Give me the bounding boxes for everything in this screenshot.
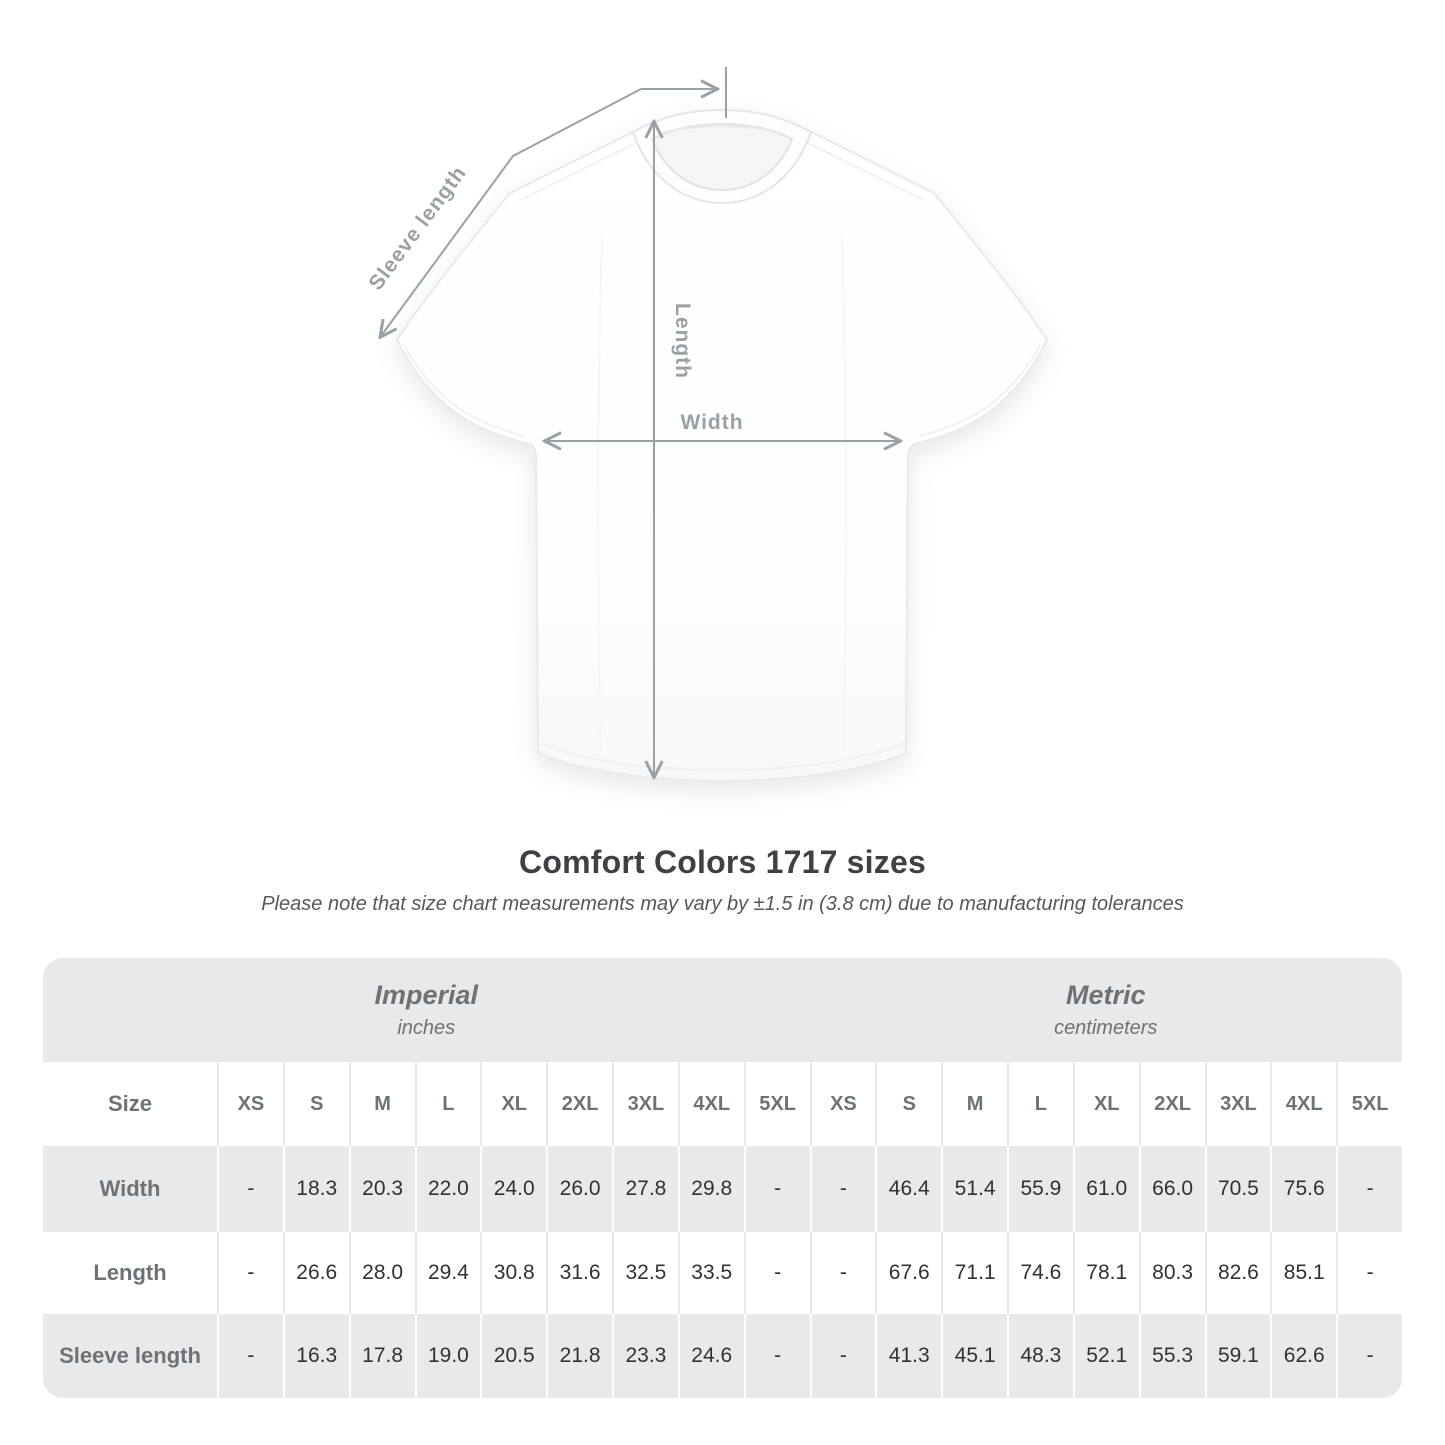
unit-group-imperial bbox=[43, 958, 810, 1062]
width-value-cell: - bbox=[217, 1146, 283, 1232]
unit-metric-sublabel: centimeters bbox=[1054, 1017, 1158, 1039]
size-chart-subtitle: Please note that size chart measurements may vary by ±1.5 in (3.8 cm) due to manufacturing tolerances bbox=[261, 893, 1184, 915]
sleeve-length-label: Sleeve length bbox=[364, 161, 472, 295]
size-table bbox=[43, 958, 1402, 1398]
size-column-cell: L bbox=[1007, 1062, 1073, 1146]
size-column-cell: S bbox=[875, 1062, 941, 1146]
size-column-cell: 5XL bbox=[1336, 1062, 1402, 1146]
width-value-cell: 66.0 bbox=[1139, 1146, 1205, 1232]
table-row-length bbox=[43, 1232, 1402, 1314]
size-header-label: Size bbox=[107, 1091, 153, 1116]
tshirt-graphic bbox=[397, 110, 1047, 781]
length-value-cell: 26.6 bbox=[283, 1232, 349, 1314]
size-column-cell: 4XL bbox=[1270, 1062, 1336, 1146]
size-column-cell: S bbox=[283, 1062, 349, 1146]
sleeve-length-value-cell: 52.1 bbox=[1073, 1314, 1139, 1398]
length-value-cell: 29.4 bbox=[415, 1232, 481, 1314]
length-value-cell: 82.6 bbox=[1205, 1232, 1271, 1314]
width-value-cell: 46.4 bbox=[875, 1146, 941, 1232]
width-value-cell: 27.8 bbox=[612, 1146, 678, 1232]
length-value-cell: 33.5 bbox=[678, 1232, 744, 1314]
unit-group-metric bbox=[810, 958, 1403, 1062]
length-value-cell: 78.1 bbox=[1073, 1232, 1139, 1314]
sleeve-length-value-cell: 17.8 bbox=[349, 1314, 415, 1398]
width-value-cell: - bbox=[810, 1146, 876, 1232]
size-column-cell: 3XL bbox=[612, 1062, 678, 1146]
unit-imperial-sublabel: inches bbox=[397, 1017, 456, 1039]
sleeve-length-value-cell: 41.3 bbox=[875, 1314, 941, 1398]
length-value-cell: 28.0 bbox=[349, 1232, 415, 1314]
width-value-cell: 75.6 bbox=[1270, 1146, 1336, 1232]
tshirt-body bbox=[397, 110, 1047, 781]
sleeve-length-value-cell: 24.6 bbox=[678, 1314, 744, 1398]
length-value-cell: 74.6 bbox=[1007, 1232, 1073, 1314]
sleeve-length-value-cell: 48.3 bbox=[1007, 1314, 1073, 1398]
width-value-cell: 22.0 bbox=[415, 1146, 481, 1232]
sleeve-length-value-cell: - bbox=[217, 1314, 283, 1398]
row-label-width: Width bbox=[99, 1176, 161, 1201]
unit-metric-label: Metric bbox=[1065, 980, 1146, 1010]
sleeve-length-value-cell: 59.1 bbox=[1205, 1314, 1271, 1398]
width-value-cell: 51.4 bbox=[941, 1146, 1007, 1232]
sleeve-length-value-cell: 20.5 bbox=[480, 1314, 546, 1398]
width-value-cell: 55.9 bbox=[1007, 1146, 1073, 1232]
size-column-cell: XL bbox=[1073, 1062, 1139, 1146]
length-value-cell: - bbox=[1336, 1232, 1402, 1314]
size-column-cell: M bbox=[349, 1062, 415, 1146]
size-column-cell: 4XL bbox=[678, 1062, 744, 1146]
table-row-sleeve-length bbox=[43, 1314, 1402, 1398]
length-value-cell: 85.1 bbox=[1270, 1232, 1336, 1314]
sleeve-length-value-cell: - bbox=[810, 1314, 876, 1398]
length-value-cell: 32.5 bbox=[612, 1232, 678, 1314]
unit-header-row bbox=[43, 958, 1402, 1062]
table-row-width bbox=[43, 1146, 1402, 1232]
width-value-cell: - bbox=[744, 1146, 810, 1232]
sleeve-length-value-cell: 19.0 bbox=[415, 1314, 481, 1398]
sleeve-length-value-cell: 45.1 bbox=[941, 1314, 1007, 1398]
size-column-cell: XS bbox=[217, 1062, 283, 1146]
row-label-length: Length bbox=[93, 1260, 167, 1285]
length-value-cell: - bbox=[810, 1232, 876, 1314]
size-header-row bbox=[43, 1062, 1402, 1146]
length-value-cell: - bbox=[744, 1232, 810, 1314]
width-value-cell: 70.5 bbox=[1205, 1146, 1271, 1232]
size-column-cell: XS bbox=[810, 1062, 876, 1146]
width-value-cell: - bbox=[1336, 1146, 1402, 1232]
length-value-cell: 71.1 bbox=[941, 1232, 1007, 1314]
sleeve-length-value-cell: 16.3 bbox=[283, 1314, 349, 1398]
size-column-cell: 2XL bbox=[1139, 1062, 1205, 1146]
length-value-cell: 31.6 bbox=[546, 1232, 612, 1314]
size-chart-title: Comfort Colors 1717 sizes bbox=[519, 844, 926, 880]
size-column-cell: 5XL bbox=[744, 1062, 810, 1146]
sleeve-length-value-cell: 55.3 bbox=[1139, 1314, 1205, 1398]
length-value-cell: 30.8 bbox=[480, 1232, 546, 1314]
length-label: Length bbox=[671, 303, 694, 379]
width-value-cell: 61.0 bbox=[1073, 1146, 1139, 1232]
sleeve-length-value-cell: - bbox=[1336, 1314, 1402, 1398]
width-value-cell: 24.0 bbox=[480, 1146, 546, 1232]
length-value-cell: 80.3 bbox=[1139, 1232, 1205, 1314]
size-column-cell: 2XL bbox=[546, 1062, 612, 1146]
unit-imperial-label: Imperial bbox=[374, 980, 479, 1010]
width-value-cell: 29.8 bbox=[678, 1146, 744, 1232]
size-column-cell: L bbox=[415, 1062, 481, 1146]
size-column-cell: M bbox=[941, 1062, 1007, 1146]
width-value-cell: 20.3 bbox=[349, 1146, 415, 1232]
sleeve-length-value-cell: 23.3 bbox=[612, 1314, 678, 1398]
length-value-cell: - bbox=[217, 1232, 283, 1314]
sleeve-length-value-cell: 21.8 bbox=[546, 1314, 612, 1398]
length-value-cell: 67.6 bbox=[875, 1232, 941, 1314]
row-label-sleeve-length: Sleeve length bbox=[59, 1343, 201, 1368]
width-label: Width bbox=[680, 411, 744, 434]
width-value-cell: 18.3 bbox=[283, 1146, 349, 1232]
size-column-cell: 3XL bbox=[1205, 1062, 1271, 1146]
width-value-cell: 26.0 bbox=[546, 1146, 612, 1232]
sleeve-length-value-cell: 62.6 bbox=[1270, 1314, 1336, 1398]
sleeve-length-value-cell: - bbox=[744, 1314, 810, 1398]
size-column-cell: XL bbox=[480, 1062, 546, 1146]
